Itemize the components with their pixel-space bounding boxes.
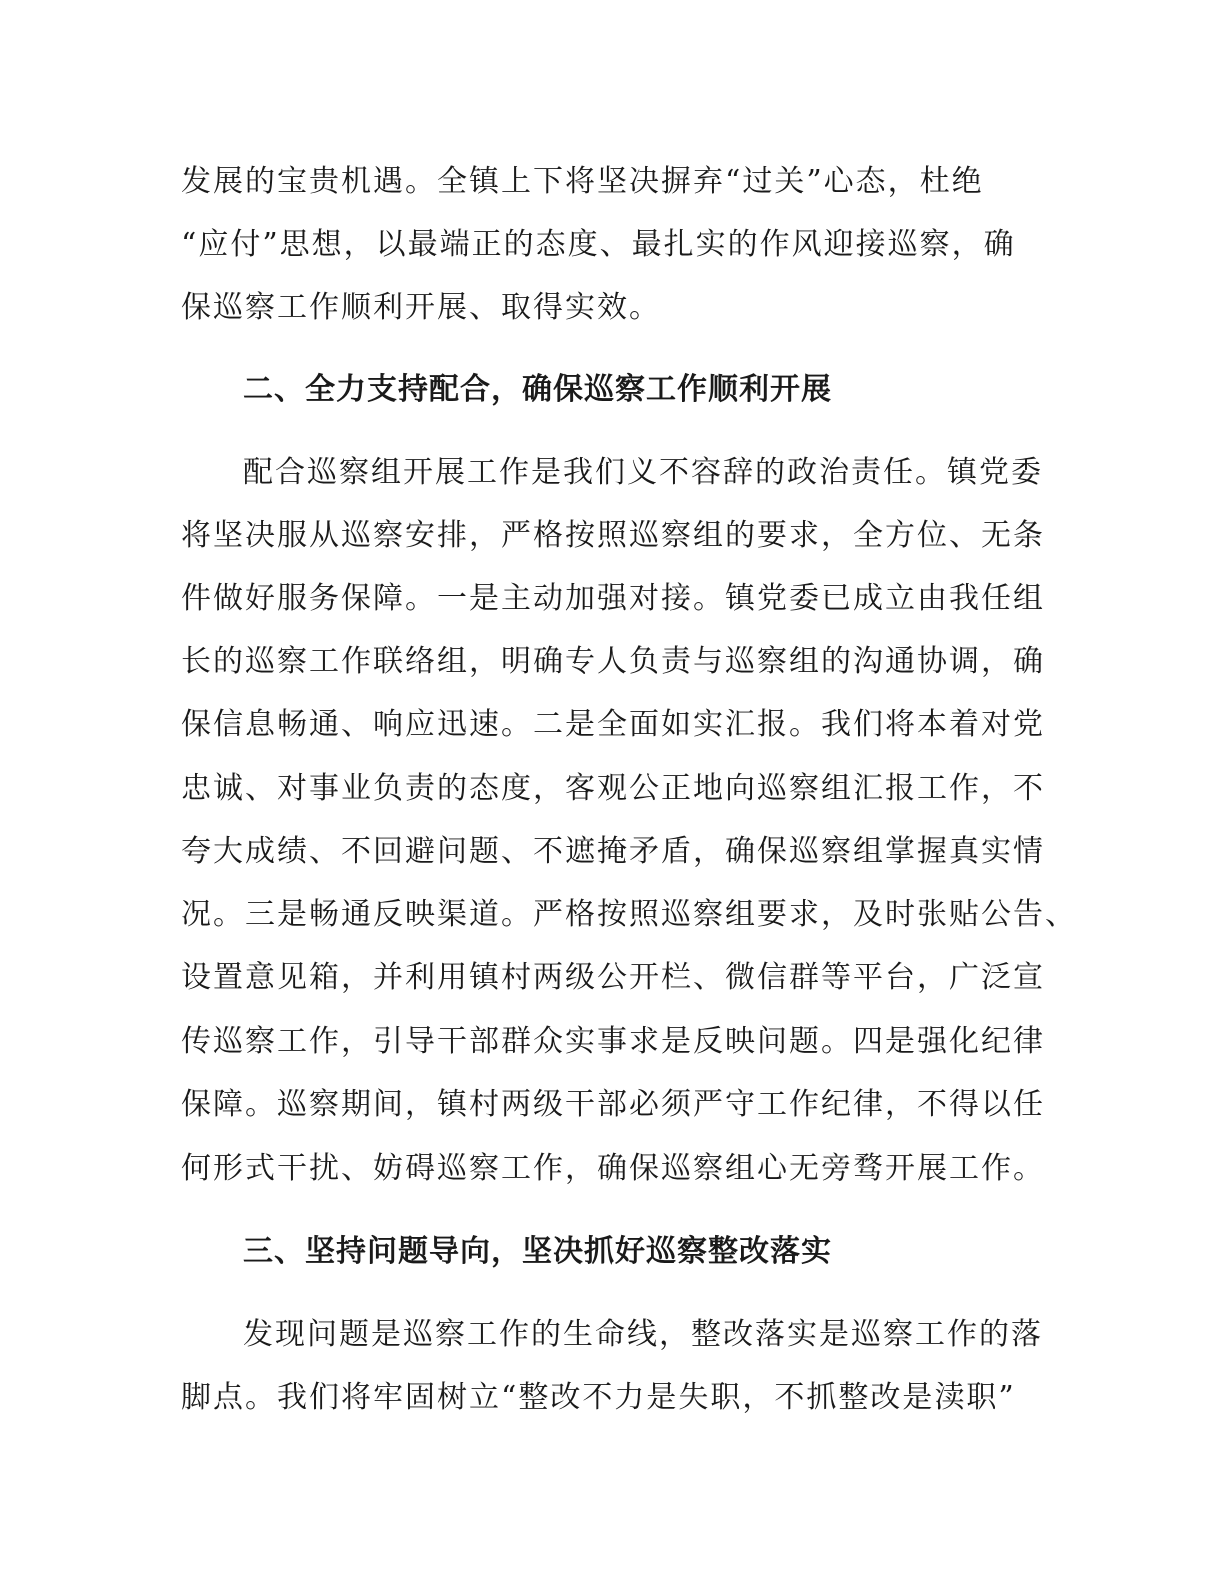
paragraph-line: 况。三是畅通反映渠道。严格按照巡察组要求，及时张贴公告、 [181, 897, 1077, 932]
paragraph-line: 传巡察工作，引导干部群众实事求是反映问题。四是强化纪律 [181, 1024, 1045, 1059]
paragraph-line: 脚点。我们将牢固树立“整改不力是失职，不抓整改是渎职” [181, 1380, 1016, 1415]
section-heading: 三、坚持问题导向，坚决抓好巡察整改落实 [243, 1234, 832, 1269]
paragraph-line: 保巡察工作顺利开展、取得实效。 [181, 290, 661, 325]
paragraph-line: 发现问题是巡察工作的生命线，整改落实是巡察工作的落 [243, 1317, 1043, 1352]
paragraph-line: 设置意见箱，并利用镇村两级公开栏、微信群等平台，广泛宣 [181, 960, 1045, 995]
paragraph-line: 夸大成绩、不回避问题、不遮掩矛盾，确保巡察组掌握真实情 [181, 834, 1045, 869]
paragraph-line: 忠诚、对事业负责的态度，客观公正地向巡察组汇报工作，不 [181, 771, 1045, 806]
paragraph-line: 保障。巡察期间，镇村两级干部必须严守工作纪律，不得以任 [181, 1087, 1045, 1122]
paragraph-line: “应付”思想，以最端正的态度、最扎实的作风迎接巡察，确 [181, 227, 1016, 262]
section-heading: 二、全力支持配合，确保巡察工作顺利开展 [243, 372, 832, 407]
paragraph-line: 长的巡察工作联络组，明确专人负责与巡察组的沟通协调，确 [181, 644, 1045, 679]
paragraph-line: 发展的宝贵机遇。全镇上下将坚决摒弃“过关”心态，杜绝 [181, 164, 984, 199]
paragraph-line: 将坚决服从巡察安排，严格按照巡察组的要求，全方位、无条 [181, 518, 1045, 553]
paragraph-line: 保信息畅通、响应迅速。二是全面如实汇报。我们将本着对党 [181, 707, 1045, 742]
paragraph-line: 配合巡察组开展工作是我们义不容辞的政治责任。镇党委 [243, 455, 1043, 490]
paragraph-line: 何形式干扰、妨碍巡察工作，确保巡察组心无旁骛开展工作。 [181, 1151, 1045, 1186]
paragraph-line: 件做好服务保障。一是主动加强对接。镇党委已成立由我任组 [181, 581, 1045, 616]
